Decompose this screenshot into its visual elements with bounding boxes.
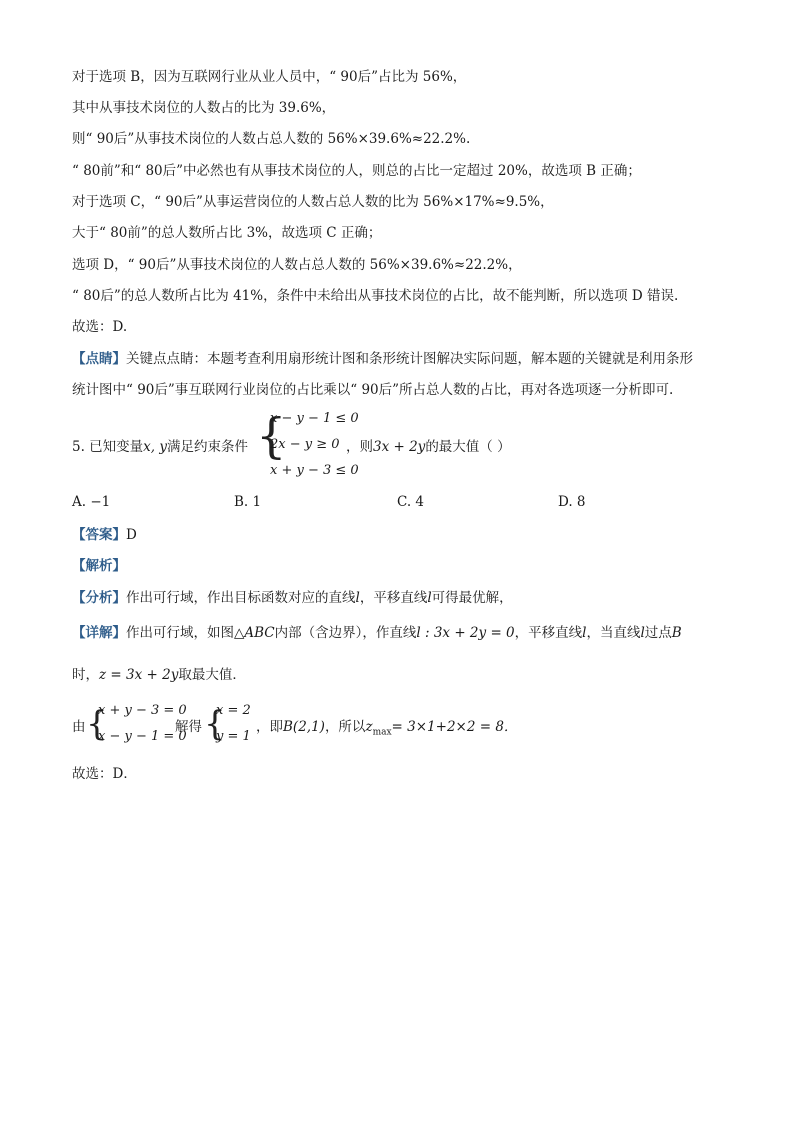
xiangjie-line — [72, 624, 682, 642]
question-text: ，则 — [346, 439, 373, 455]
fenxi-text: 作出可行域，作出目标函数对应的直线 — [126, 590, 356, 606]
option-b: B. 1 — [234, 494, 262, 510]
note-line — [72, 350, 693, 368]
xiangjie-text: 过点 — [644, 625, 672, 641]
solve-text: ，所以 — [324, 719, 366, 735]
xiangjie-line-2 — [72, 666, 246, 684]
solve-you: 由 — [72, 719, 86, 735]
line-equation: l : 3x + 2y = 0 — [416, 625, 515, 641]
line-l: l — [427, 590, 432, 606]
analysis-heading — [72, 557, 126, 575]
variables: x, y — [143, 439, 167, 455]
fenxi-line — [72, 589, 513, 607]
text-line: 对于选项 C，“ 90后”从事运营岗位的人数占总人数的比为 56%×17%≈9.5%， — [72, 194, 554, 210]
max-calculation: = 3×1+2×2 = 8． — [391, 719, 518, 735]
line-l: l — [640, 625, 645, 641]
note-text: 关键点点睛：本题考查利用扇形统计图和条形统计图解决实际问题，解本题的关键就是利用条形 — [126, 351, 693, 367]
fenxi-text: 可得最优解， — [431, 590, 513, 606]
xiangjie-text: 内部（含边界），作直线 — [274, 625, 417, 641]
objective: 3x + 2y — [373, 439, 426, 455]
constraint-2: 2x − y ≥ 0 — [270, 437, 340, 452]
system-eq-2: x − y − 1 = 0 — [98, 729, 187, 744]
answer-value: D — [126, 527, 137, 543]
xiangjie-text: ，当直线 — [586, 625, 641, 641]
fenxi-tag: 【分析】 — [72, 590, 126, 606]
text-line: 大于“ 80前”的总人数所占比 3%，故选项 C 正确； — [72, 225, 382, 241]
xiangjie-text: 取最大值． — [178, 667, 246, 683]
result-brace: { — [204, 704, 226, 744]
note-tag: 【点睛】 — [72, 351, 126, 367]
z-symbol: z — [365, 719, 373, 735]
answer-tag: 【答案】 — [72, 527, 126, 543]
question-5-stem — [72, 438, 248, 456]
xiangjie-text: 作出可行域，如图 — [126, 625, 234, 641]
objective-equation: z = 3x + 2y — [99, 667, 179, 683]
constraint-1: x − y − 1 ≤ 0 — [270, 411, 359, 426]
option-c: C. 4 — [397, 494, 425, 510]
solve-jiede: 解得 — [175, 719, 202, 735]
text-line: “ 80前”和“ 80后”中必然也有从事技术岗位的人，则总的占比一定超过 20%，故选项 B 正确； — [72, 163, 641, 179]
point-b: B — [671, 625, 682, 641]
option-d: D. 8 — [558, 494, 586, 510]
question-5-tail — [346, 438, 511, 456]
option-a: A. −1 — [72, 494, 111, 510]
solve-text: ，即 — [256, 719, 283, 735]
analysis-tag: 【解析】 — [72, 558, 126, 574]
final-answer: 故选：D． — [72, 766, 137, 782]
text-line: 对于选项 B，因为互联网行业从业人员中，“ 90后”占比为 56%， — [72, 69, 467, 85]
constraint-3: x + y − 3 ≤ 0 — [270, 463, 359, 478]
z-subscript: max — [372, 727, 392, 738]
line-l: l — [582, 625, 587, 641]
question-text: 满足约束条件 — [167, 439, 248, 455]
text-line: “ 80后”的总人数所占比为 41%，条件中未给出从事技术岗位的占比，故不能判断，所以选项 D 错误. — [72, 288, 679, 304]
question-number: 5. 已知变量 — [72, 439, 144, 455]
text-line: 其中从事技术岗位的人数占的比为 39.6%， — [72, 100, 336, 116]
solve-conclusion — [256, 718, 517, 742]
fenxi-text: ，平移直线 — [359, 590, 428, 606]
line-l: l — [355, 590, 360, 606]
result-y: y = 1 — [216, 729, 251, 744]
xiangjie-tag: 【详解】 — [72, 625, 126, 641]
xiangjie-text: 时， — [72, 667, 99, 683]
text-line: 统计图中“ 90后”事互联网行业岗位的占比乘以“ 90后”所占总人数的占比，再对各选项逐一分析即可. — [72, 382, 674, 398]
point-b-coords: B(2,1) — [283, 719, 325, 735]
triangle: △ABC — [234, 625, 275, 641]
constraint-brace: { — [256, 408, 287, 464]
text-line: 选项 D，“ 90后”从事技术岗位的人数占总人数的 56%×39.6%≈22.2%， — [72, 257, 522, 273]
system-eq-1: x + y − 3 = 0 — [98, 703, 187, 718]
result-x: x = 2 — [216, 703, 251, 718]
answer-line — [72, 526, 137, 544]
question-text: 的最大值（ ） — [425, 439, 511, 455]
text-line: 则“ 90后”从事技术岗位的人数占总人数的 56%×39.6%≈22.2%. — [72, 131, 471, 147]
text-line: 故选：D. — [72, 319, 128, 335]
xiangjie-text: ，平移直线 — [514, 625, 583, 641]
system-brace: { — [86, 704, 108, 744]
